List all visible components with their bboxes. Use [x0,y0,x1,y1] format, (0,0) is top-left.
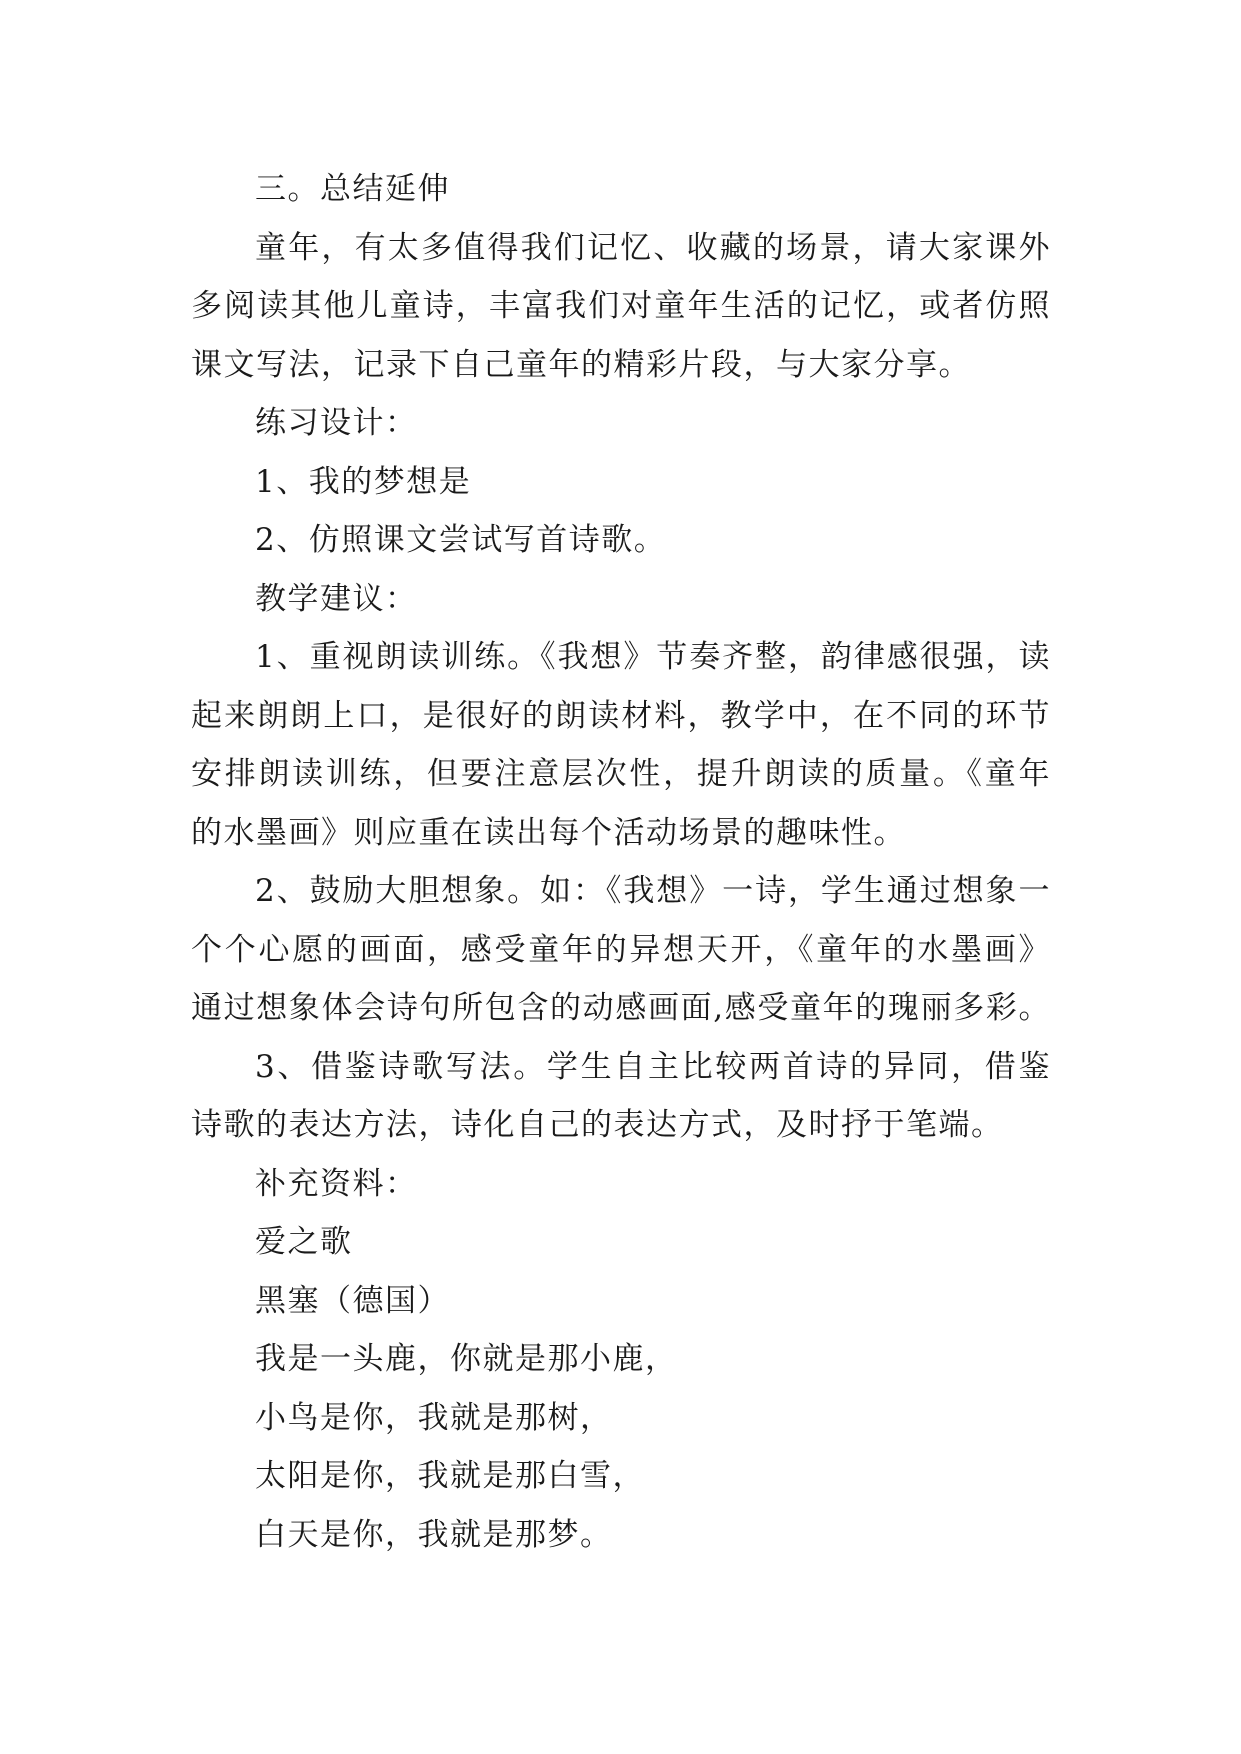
paragraph-line: 诗歌的表达方法，诗化自己的表达方式，及时抒于笔端。 [191,1107,1004,1143]
poem-author: 黑塞（德国） [255,1282,450,1319]
section-heading: 三。总结延伸 [255,171,450,207]
paragraph-line: 课文写法，记录下自己童年的精彩片段，与大家分享。 [191,346,971,383]
section-heading: 补充资料： [255,1165,418,1202]
list-item: 2、仿照课文尝试写首诗歌。 [255,522,667,558]
paragraph-line: 起来朗朗上口，是很好的朗读材料，教学中，在不同的环节 [191,697,1051,734]
paragraph-line: 安排朗读训练，但要注意层次性，提升朗读的质量。《童年 [191,756,1051,792]
poem-title: 爱之歌 [255,1224,353,1260]
paragraph-line: 3、借鉴诗歌写法。学生自主比较两首诗的异同，借鉴 [255,1048,1051,1085]
paragraph-line: 个个心愿的画面，感受童年的异想天开，《童年的水墨画》 [191,931,1051,968]
poem-line: 小鸟是你，我就是那树， [255,1399,613,1436]
section-heading: 教学建议： [255,580,418,617]
paragraph-line: 通过想象体会诗句所包含的动感画面,感受童年的瑰丽多彩。 [191,990,1051,1026]
paragraph-line: 童年，有太多值得我们记忆、收藏的场景，请大家课外 [255,229,1051,266]
paragraph-line: 多阅读其他儿童诗，丰富我们对童年生活的记忆，或者仿照 [191,288,1051,324]
list-item: 1、我的梦想是 [255,463,472,500]
paragraph-line: 1、重视朗读训练。《我想》节奏齐整，韵律感很强，读 [255,639,1051,675]
poem-line: 我是一头鹿，你就是那小鹿， [255,1341,678,1377]
poem-line: 太阳是你，我就是那白雪， [255,1458,645,1494]
document-page [191,160,1051,1564]
section-heading: 练习设计： [255,405,418,441]
poem-line: 白天是你，我就是那梦。 [255,1516,613,1553]
paragraph-line: 的水墨画》则应重在读出每个活动场景的趣味性。 [191,814,906,851]
paragraph-line: 2、鼓励大胆想象。如：《我想》一诗，学生通过想象一 [255,873,1051,909]
